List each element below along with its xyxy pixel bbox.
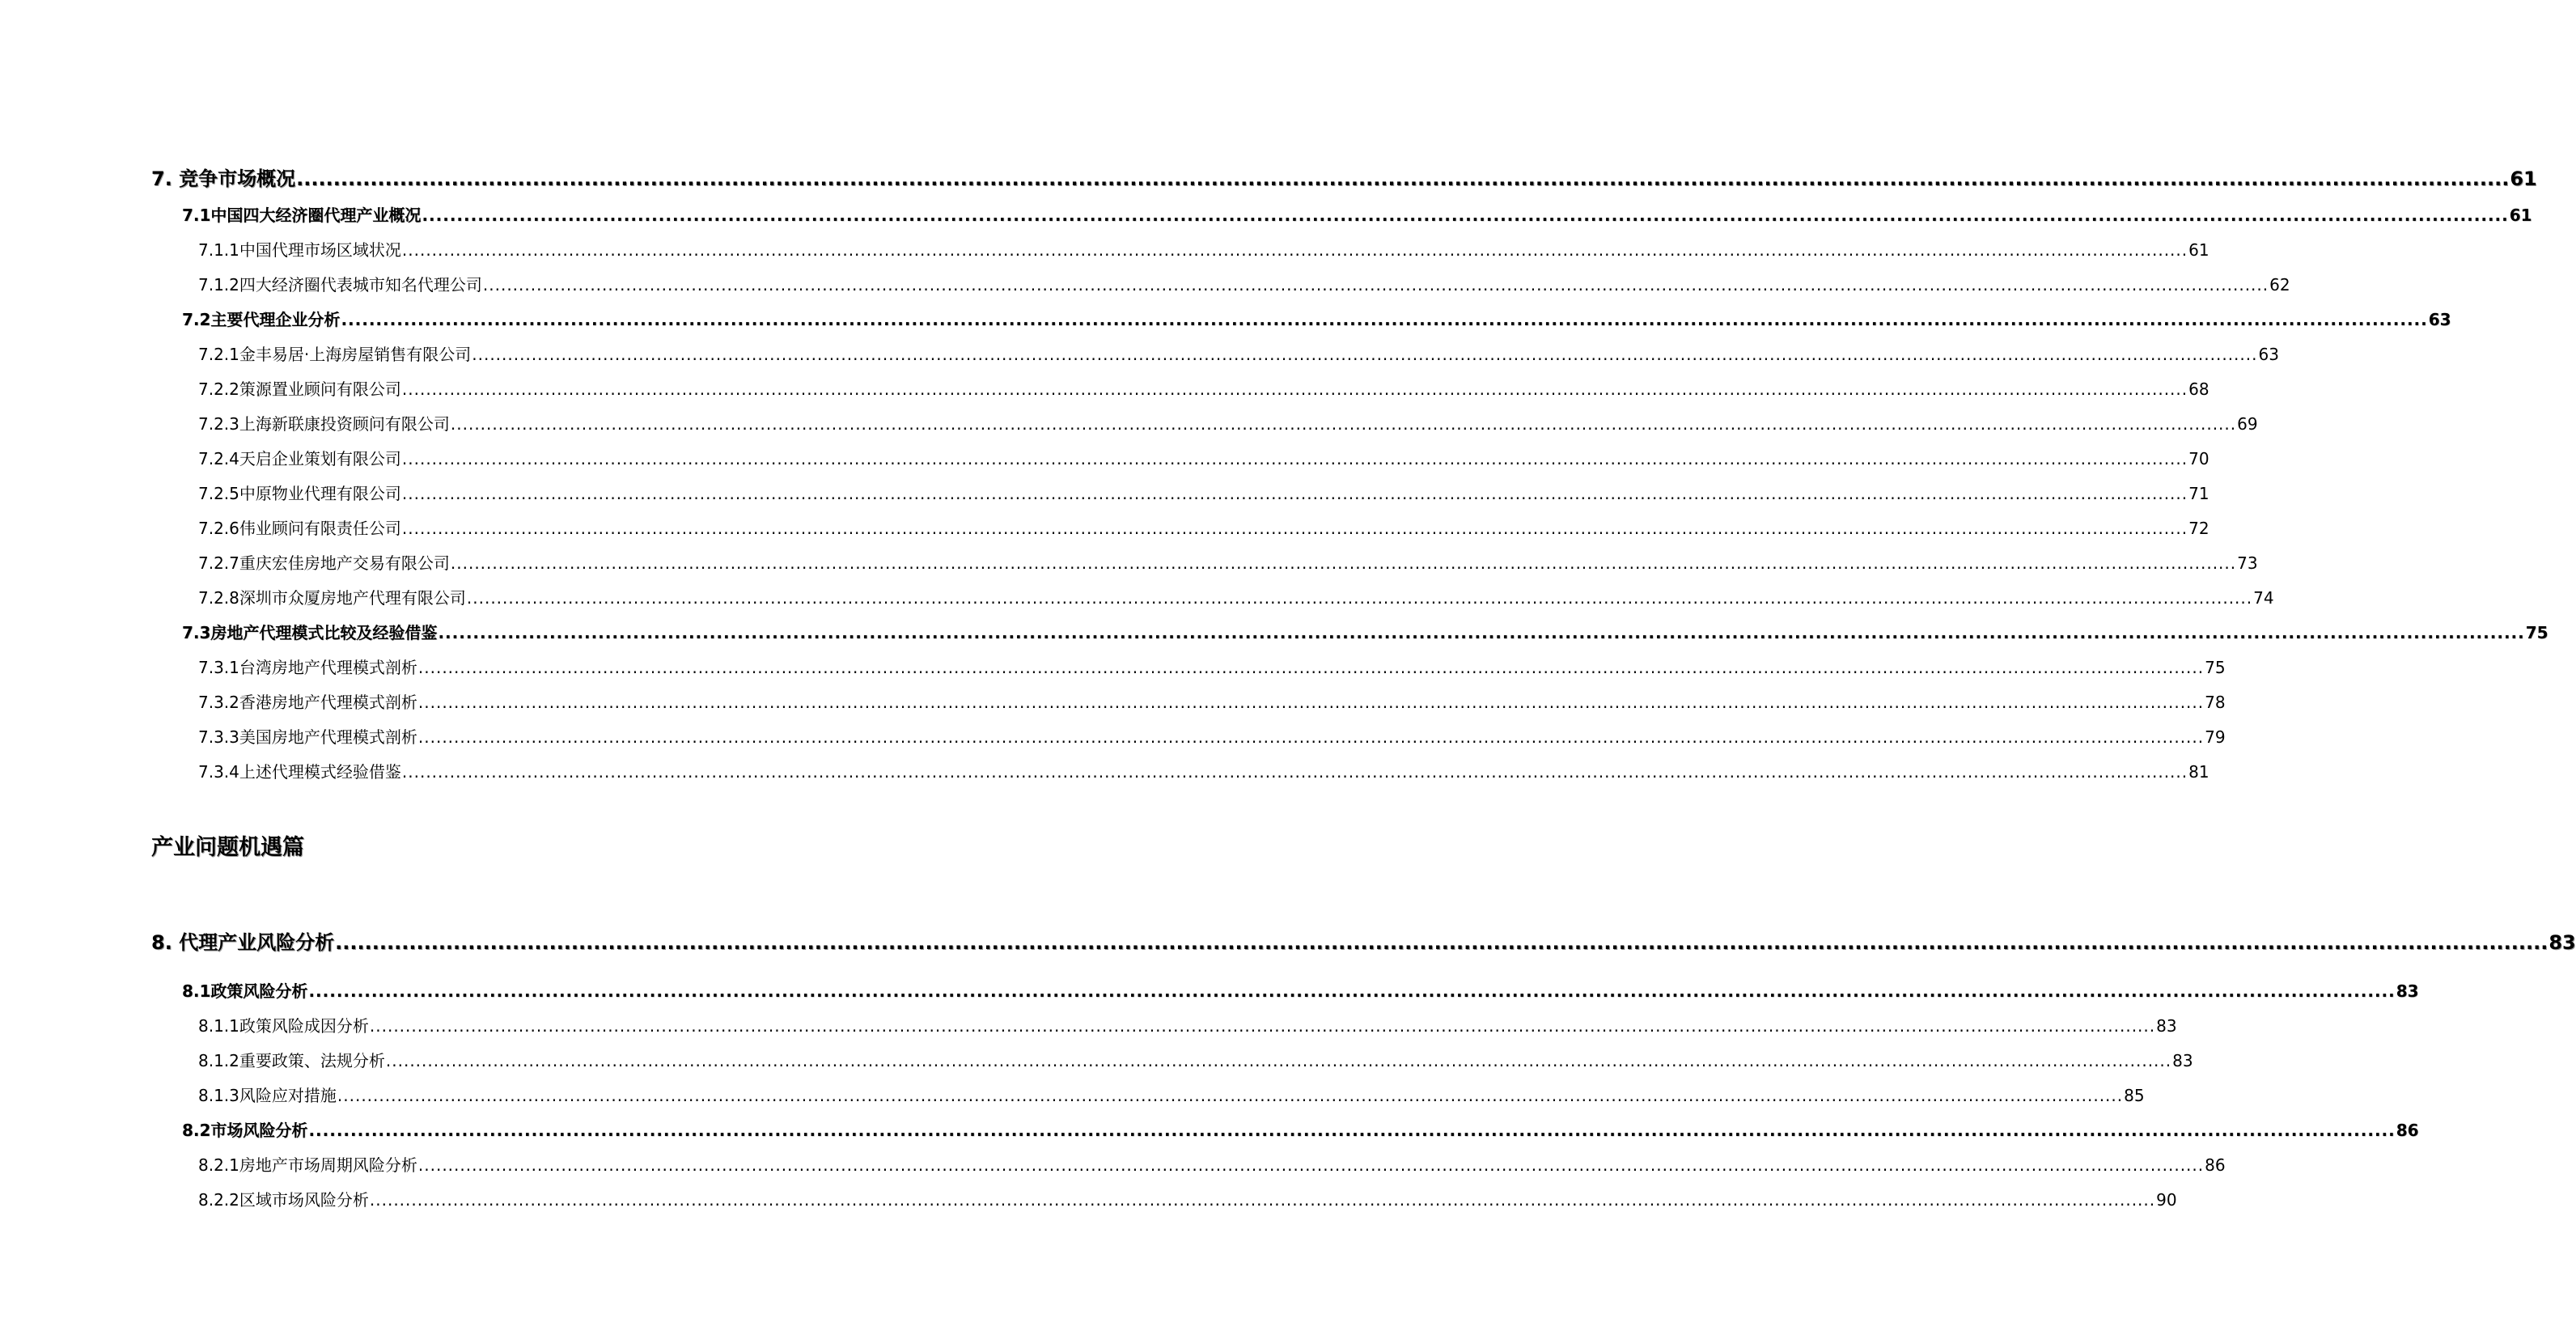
toc-section-7-3[interactable] xyxy=(182,620,2548,643)
toc-leader: ............................................................................................................................................................................................................................................................................................................ xyxy=(341,310,2428,329)
toc-page-number: 74 xyxy=(2253,588,2274,608)
toc-label: 7.3.4上述代理模式经验借鉴 xyxy=(198,762,401,782)
toc-leader: ............................................................................................................................................................................................................................................................................................................ xyxy=(401,762,2188,782)
toc-subsection-7-2-8[interactable] xyxy=(198,585,2274,608)
toc-label: 7.1.2四大经济圈代表城市知名代理公司 xyxy=(198,275,482,295)
toc-leader: ............................................................................................................................................................................................................................................................................................................ xyxy=(401,240,2188,260)
toc-subsection-7-2-2[interactable] xyxy=(198,376,2210,400)
toc-page-number: 62 xyxy=(2269,275,2290,295)
toc-leader: ............................................................................................................................................................................................................................................................................................................ xyxy=(422,206,2509,225)
toc-leader: ............................................................................................................................................................................................................................................................................................................ xyxy=(369,1016,2156,1036)
toc-label: 8.1.1政策风险成因分析 xyxy=(198,1016,369,1036)
toc-page-number: 75 xyxy=(2525,623,2548,642)
toc-subsection-7-3-2[interactable] xyxy=(198,689,2226,713)
toc-page-number: 61 xyxy=(2188,240,2210,260)
toc-page-number: 61 xyxy=(2509,206,2532,225)
toc-leader: ............................................................................................................................................................................................................................................................................................................ xyxy=(417,1155,2205,1175)
toc-page-number: 75 xyxy=(2205,658,2226,677)
toc-section-8-1[interactable] xyxy=(182,978,2419,1002)
toc-label: 8.1.2重要政策、法规分析 xyxy=(198,1051,385,1070)
toc-page-number: 71 xyxy=(2188,484,2210,503)
toc-label: 7.3.2香港房地产代理模式剖析 xyxy=(198,693,417,712)
toc-page-number: 81 xyxy=(2188,762,2210,782)
toc-label: 7.2.4天启企业策划有限公司 xyxy=(198,449,401,468)
toc-label: 7.2主要代理企业分析 xyxy=(182,310,341,329)
toc-label: 7.3.1台湾房地产代理模式剖析 xyxy=(198,658,417,677)
toc-page-number: 83 xyxy=(2396,981,2419,1001)
toc-page-number: 69 xyxy=(2237,414,2258,434)
toc-label: 8.2.1房地产市场周期风险分析 xyxy=(198,1155,417,1175)
toc-label: 8.2市场风险分析 xyxy=(182,1121,308,1140)
toc-leader: ............................................................................................................................................................................................................................................................................................................ xyxy=(308,981,2396,1001)
toc-page-number: 83 xyxy=(2548,931,2576,954)
toc-section-7-1[interactable] xyxy=(182,202,2532,226)
toc-page-number: 85 xyxy=(2124,1086,2145,1105)
toc-subsection-8-2-1[interactable] xyxy=(198,1152,2226,1176)
toc-subsection-7-2-3[interactable] xyxy=(198,411,2258,434)
toc-label: 7.1.1中国代理市场区域状况 xyxy=(198,240,401,260)
toc-leader: ............................................................................................................................................................................................................................................................................................................ xyxy=(337,1086,2124,1105)
toc-label: 7.2.6伟业顾问有限责任公司 xyxy=(198,519,401,538)
toc-leader: ............................................................................................................................................................................................................................................................................................................ xyxy=(401,484,2188,503)
toc-subsection-8-1-1[interactable] xyxy=(198,1013,2177,1036)
toc-page-number: 86 xyxy=(2396,1121,2419,1140)
toc-label: 7.3房地产代理模式比较及经验借鉴 xyxy=(182,623,438,642)
toc-section-7-2[interactable] xyxy=(182,307,2451,330)
toc-subsection-8-2-2[interactable] xyxy=(198,1187,2177,1210)
toc-leader: ............................................................................................................................................................................................................................................................................................................ xyxy=(482,275,2269,295)
toc-subsection-7-2-7[interactable] xyxy=(198,550,2258,574)
toc-leader: ............................................................................................................................................................................................................................................................................................................ xyxy=(401,449,2188,468)
toc-label: 7.3.3美国房地产代理模式剖析 xyxy=(198,727,417,747)
toc-label: 7.2.7重庆宏佳房地产交易有限公司 xyxy=(198,553,450,573)
toc-label: 7.2.8深圳市众厦房地产代理有限公司 xyxy=(198,588,466,608)
toc-page-number: 70 xyxy=(2188,449,2210,468)
toc-leader: ............................................................................................................................................................................................................................................................................................................ xyxy=(417,658,2205,677)
toc-leader: ............................................................................................................................................................................................................................................................................................................ xyxy=(472,345,2258,364)
toc-leader: ............................................................................................................................................................................................................................................................................................................ xyxy=(401,519,2188,538)
toc-label: 7.2.3上海新联康投资顾问有限公司 xyxy=(198,414,450,434)
toc-label: 7.1中国四大经济圈代理产业概况 xyxy=(182,206,422,225)
toc-leader: ............................................................................................................................................................................................................................................................................................................ xyxy=(385,1051,2172,1070)
toc-label: 8.1政策风险分析 xyxy=(182,981,308,1001)
toc-page-number: 72 xyxy=(2188,519,2210,538)
toc-subsection-7-3-4[interactable] xyxy=(198,759,2210,782)
toc-leader: ............................................................................................................................................................................................................................................................................................................ xyxy=(417,727,2205,747)
toc-leader: ............................................................................................................................................................................................................................................................................................................ xyxy=(369,1190,2156,1210)
toc-page-number: 86 xyxy=(2205,1155,2226,1175)
toc-subsection-7-3-3[interactable] xyxy=(198,724,2226,748)
toc-leader: ............................................................................................................................................................................................................................................................................................................ xyxy=(335,931,2548,954)
toc-subsection-7-1-1[interactable] xyxy=(198,237,2210,261)
toc-page-number: 61 xyxy=(2510,167,2537,190)
toc-page-number: 90 xyxy=(2156,1190,2177,1210)
toc-section-8-2[interactable] xyxy=(182,1117,2419,1141)
toc-leader: ............................................................................................................................................................................................................................................................................................................ xyxy=(417,693,2205,712)
toc-leader: ............................................................................................................................................................................................................................................................................................................ xyxy=(438,623,2525,642)
toc-page-number: 83 xyxy=(2172,1051,2193,1070)
toc-label: 7.2.2策源置业顾问有限公司 xyxy=(198,379,401,399)
toc-label: 8. 代理产业风险分析 xyxy=(151,931,335,954)
toc-page-number: 73 xyxy=(2237,553,2258,573)
toc-leader: ............................................................................................................................................................................................................................................................................................................ xyxy=(401,379,2188,399)
toc-page-number: 63 xyxy=(2428,310,2451,329)
toc-page-number: 68 xyxy=(2188,379,2210,399)
toc-leader: ............................................................................................................................................................................................................................................................................................................ xyxy=(308,1121,2396,1140)
toc-label: 7. 竞争市场概况 xyxy=(151,167,296,190)
toc-leader: ............................................................................................................................................................................................................................................................................................................ xyxy=(296,167,2510,190)
toc-subsection-7-3-1[interactable] xyxy=(198,655,2226,678)
toc-subsection-7-2-5[interactable] xyxy=(198,481,2210,504)
toc-page-number: 63 xyxy=(2258,345,2279,364)
toc-subsection-8-1-2[interactable] xyxy=(198,1048,2193,1071)
toc-label: 8.2.2区域市场风险分析 xyxy=(198,1190,369,1210)
toc-label: 7.2.1金丰易居·上海房屋销售有限公司 xyxy=(198,345,472,364)
toc-label: 8.1.3风险应对措施 xyxy=(198,1086,337,1105)
toc-leader: ............................................................................................................................................................................................................................................................................................................ xyxy=(450,553,2237,573)
toc-page-number: 78 xyxy=(2205,693,2226,712)
toc-chapter-7[interactable] xyxy=(151,163,2537,191)
toc-page-number: 79 xyxy=(2205,727,2226,747)
toc-leader: ............................................................................................................................................................................................................................................................................................................ xyxy=(466,588,2253,608)
part-title: 产业问题机遇篇 xyxy=(151,835,304,860)
toc-leader: ............................................................................................................................................................................................................................................................................................................ xyxy=(450,414,2237,434)
toc-chapter-8[interactable] xyxy=(151,926,2576,955)
toc-subsection-8-1-3[interactable] xyxy=(198,1083,2145,1106)
toc-label: 7.2.5中原物业代理有限公司 xyxy=(198,484,401,503)
toc-subsection-7-2-1[interactable] xyxy=(198,341,2279,365)
toc-subsection-7-1-2[interactable] xyxy=(198,272,2290,295)
toc-subsection-7-2-4[interactable] xyxy=(198,446,2210,469)
toc-page-number: 83 xyxy=(2156,1016,2177,1036)
toc-subsection-7-2-6[interactable] xyxy=(198,515,2210,539)
